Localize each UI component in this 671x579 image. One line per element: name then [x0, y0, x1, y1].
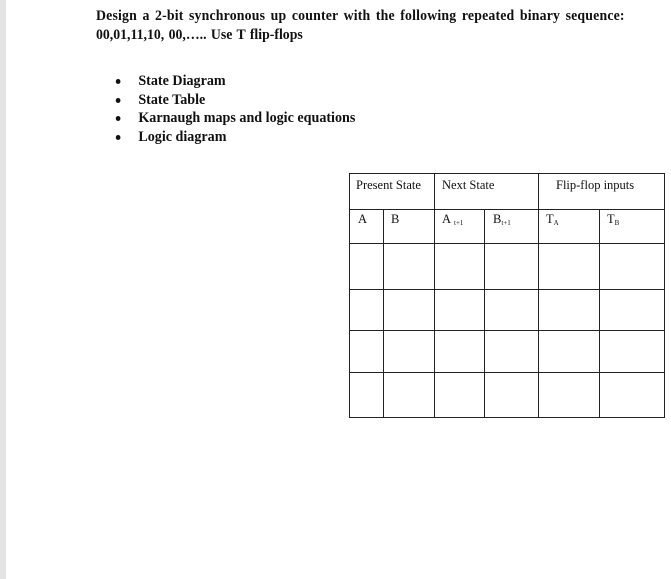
column-divider — [383, 209, 384, 418]
col-header-ta: $T_A$ — [546, 212, 559, 227]
group-divider — [538, 173, 539, 418]
state-table — [349, 173, 665, 418]
col-header-a: A — [358, 212, 368, 226]
problem-statement — [96, 7, 666, 45]
task-item-logic-diagram: Logic diagram — [112, 128, 355, 147]
table-border-bottom — [349, 417, 665, 418]
table-border-top — [349, 173, 665, 174]
table-header-divider — [349, 209, 665, 210]
problem-line-1: Design a 2-bit synchronous up counter with the following repeated binary sequence: — [96, 8, 625, 24]
column-divider — [484, 209, 485, 418]
table-row-divider — [349, 372, 665, 373]
header-flip-flop-inputs: Flip-flop inputs — [556, 178, 635, 192]
table-row-divider — [349, 289, 665, 290]
header-present-state: Present State — [356, 178, 421, 192]
table-subheader-divider — [349, 243, 665, 244]
table-row-divider — [349, 330, 665, 331]
task-item-karnaugh-maps: Karnaugh maps and logic equations — [112, 109, 355, 128]
task-list — [112, 72, 371, 146]
table-border-left — [349, 173, 350, 418]
task-item-state-diagram: State Diagram — [112, 72, 355, 91]
column-divider — [599, 209, 600, 418]
problem-line-2: 00,01,11,10, 00,….. Use T flip-flops — [96, 27, 303, 43]
group-divider — [434, 173, 435, 418]
page-left-edge — [0, 0, 6, 579]
col-header-tb: $T_B$ — [607, 212, 620, 227]
col-header-a-next: A $_{t+1}$ — [442, 212, 464, 227]
col-header-b: B — [391, 212, 400, 226]
col-header-b-next: $B_{t+1}$ — [493, 212, 511, 227]
header-next-state: Next State — [442, 178, 495, 192]
table-border-right — [664, 173, 665, 418]
task-item-state-table: State Table — [112, 91, 355, 110]
